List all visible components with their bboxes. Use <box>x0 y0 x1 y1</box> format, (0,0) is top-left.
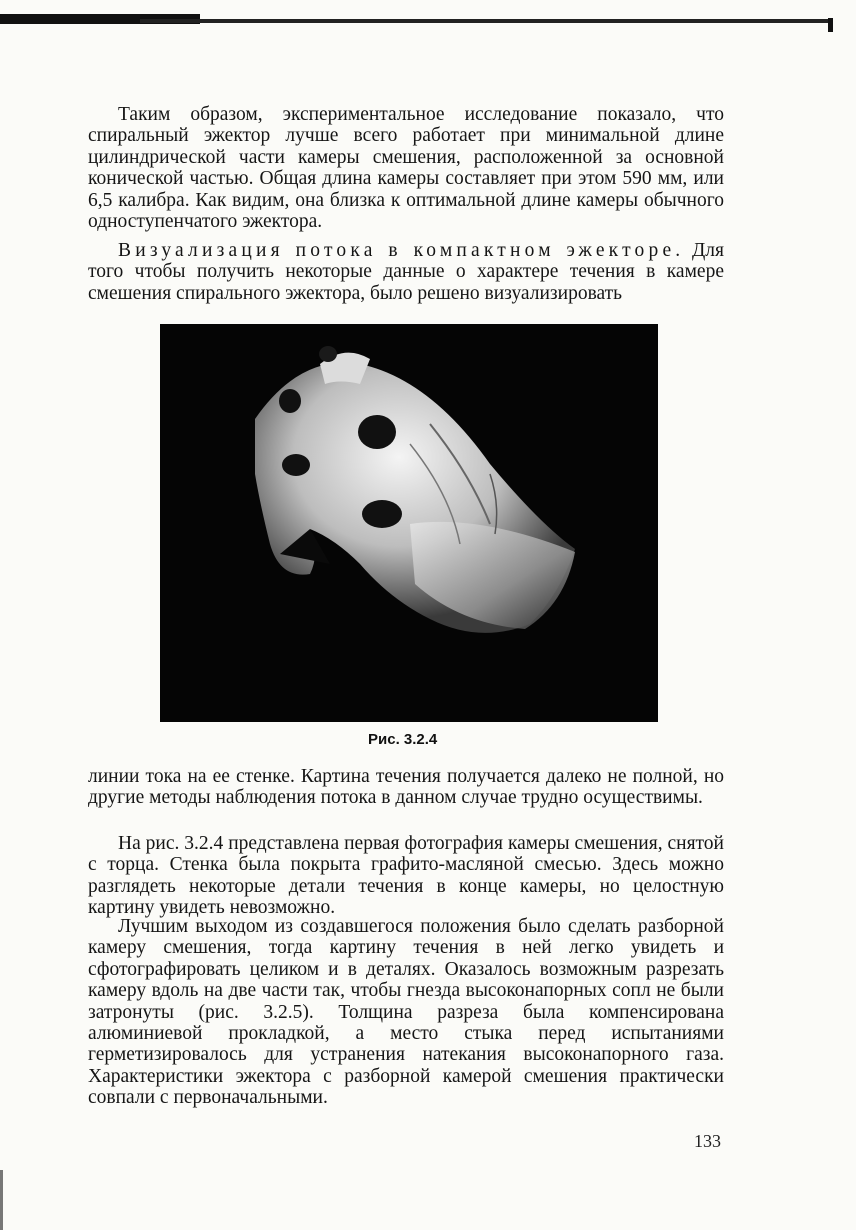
page-number: 133 <box>694 1131 721 1151</box>
paragraph-first-photo: На рис. 3.2.4 представлена первая фотография камеры смешения, снятой с торца. Стенка была покрыта графито-масляной смесью. Здесь можно разглядеть некоторые детали течения в конце камеры, но целостную картину увидеть невозможно. <box>88 833 724 919</box>
nozzle-hole <box>279 389 301 413</box>
paragraph-streamlines: линии тока на ее стенке. Картина течения получается далеко не полной, но другие методы наблюдения потока в данном случае трудно осуществимы. <box>88 766 724 809</box>
paragraph-conclusion: Таким образом, экспериментальное исследование показало, что спиральный эжектор лучше всего работает при минимальной длине цилиндрической части камеры смешения, расположенной за основной конической частью. Общая длина камеры составляет при этом 590 мм, или 6,5 калибра. Как видим, она близка к оптимальной длине камеры обычного одноступенчатого эжектора. <box>88 104 724 233</box>
scan-edge <box>0 1170 3 1230</box>
nozzle-hole <box>282 454 310 476</box>
paragraph-split-chamber: Лучшим выходом из создавшегося положения было сделать разборной камеру смешения, тогда картину течения в ней легко увидеть и сфотографировать целиком и в деталях. Оказалось возможным разрезать камеру вдоль на две части так, чтобы гнезда высоконапорных сопл не были затронуты (рис. 3.2.5). Толщина разреза была компенсирована алюминиевой прокладкой, а место стыка перед испытаниями герметизировалось для устранения натекания высоконапорного газа. Характеристики эжектора с разборной камерой смешения практически совпали с первоначальными. <box>88 916 724 1109</box>
top-rule <box>0 14 834 26</box>
paragraph-visualization <box>88 240 724 304</box>
paragraph-visualization-body: Для того чтобы получить некоторые данные о характере течения в камере смешения спирального эжектора, было решено визуализировать <box>88 240 724 304</box>
figure-caption: Рис. 3.2.4 <box>368 731 438 748</box>
nozzle-hole <box>362 500 402 528</box>
section-heading: Визуализация потока в компактном эжекторе. <box>118 240 685 261</box>
figure-photo <box>160 324 658 722</box>
mixing-chamber-photo <box>160 324 658 722</box>
nozzle-hole <box>358 415 396 449</box>
